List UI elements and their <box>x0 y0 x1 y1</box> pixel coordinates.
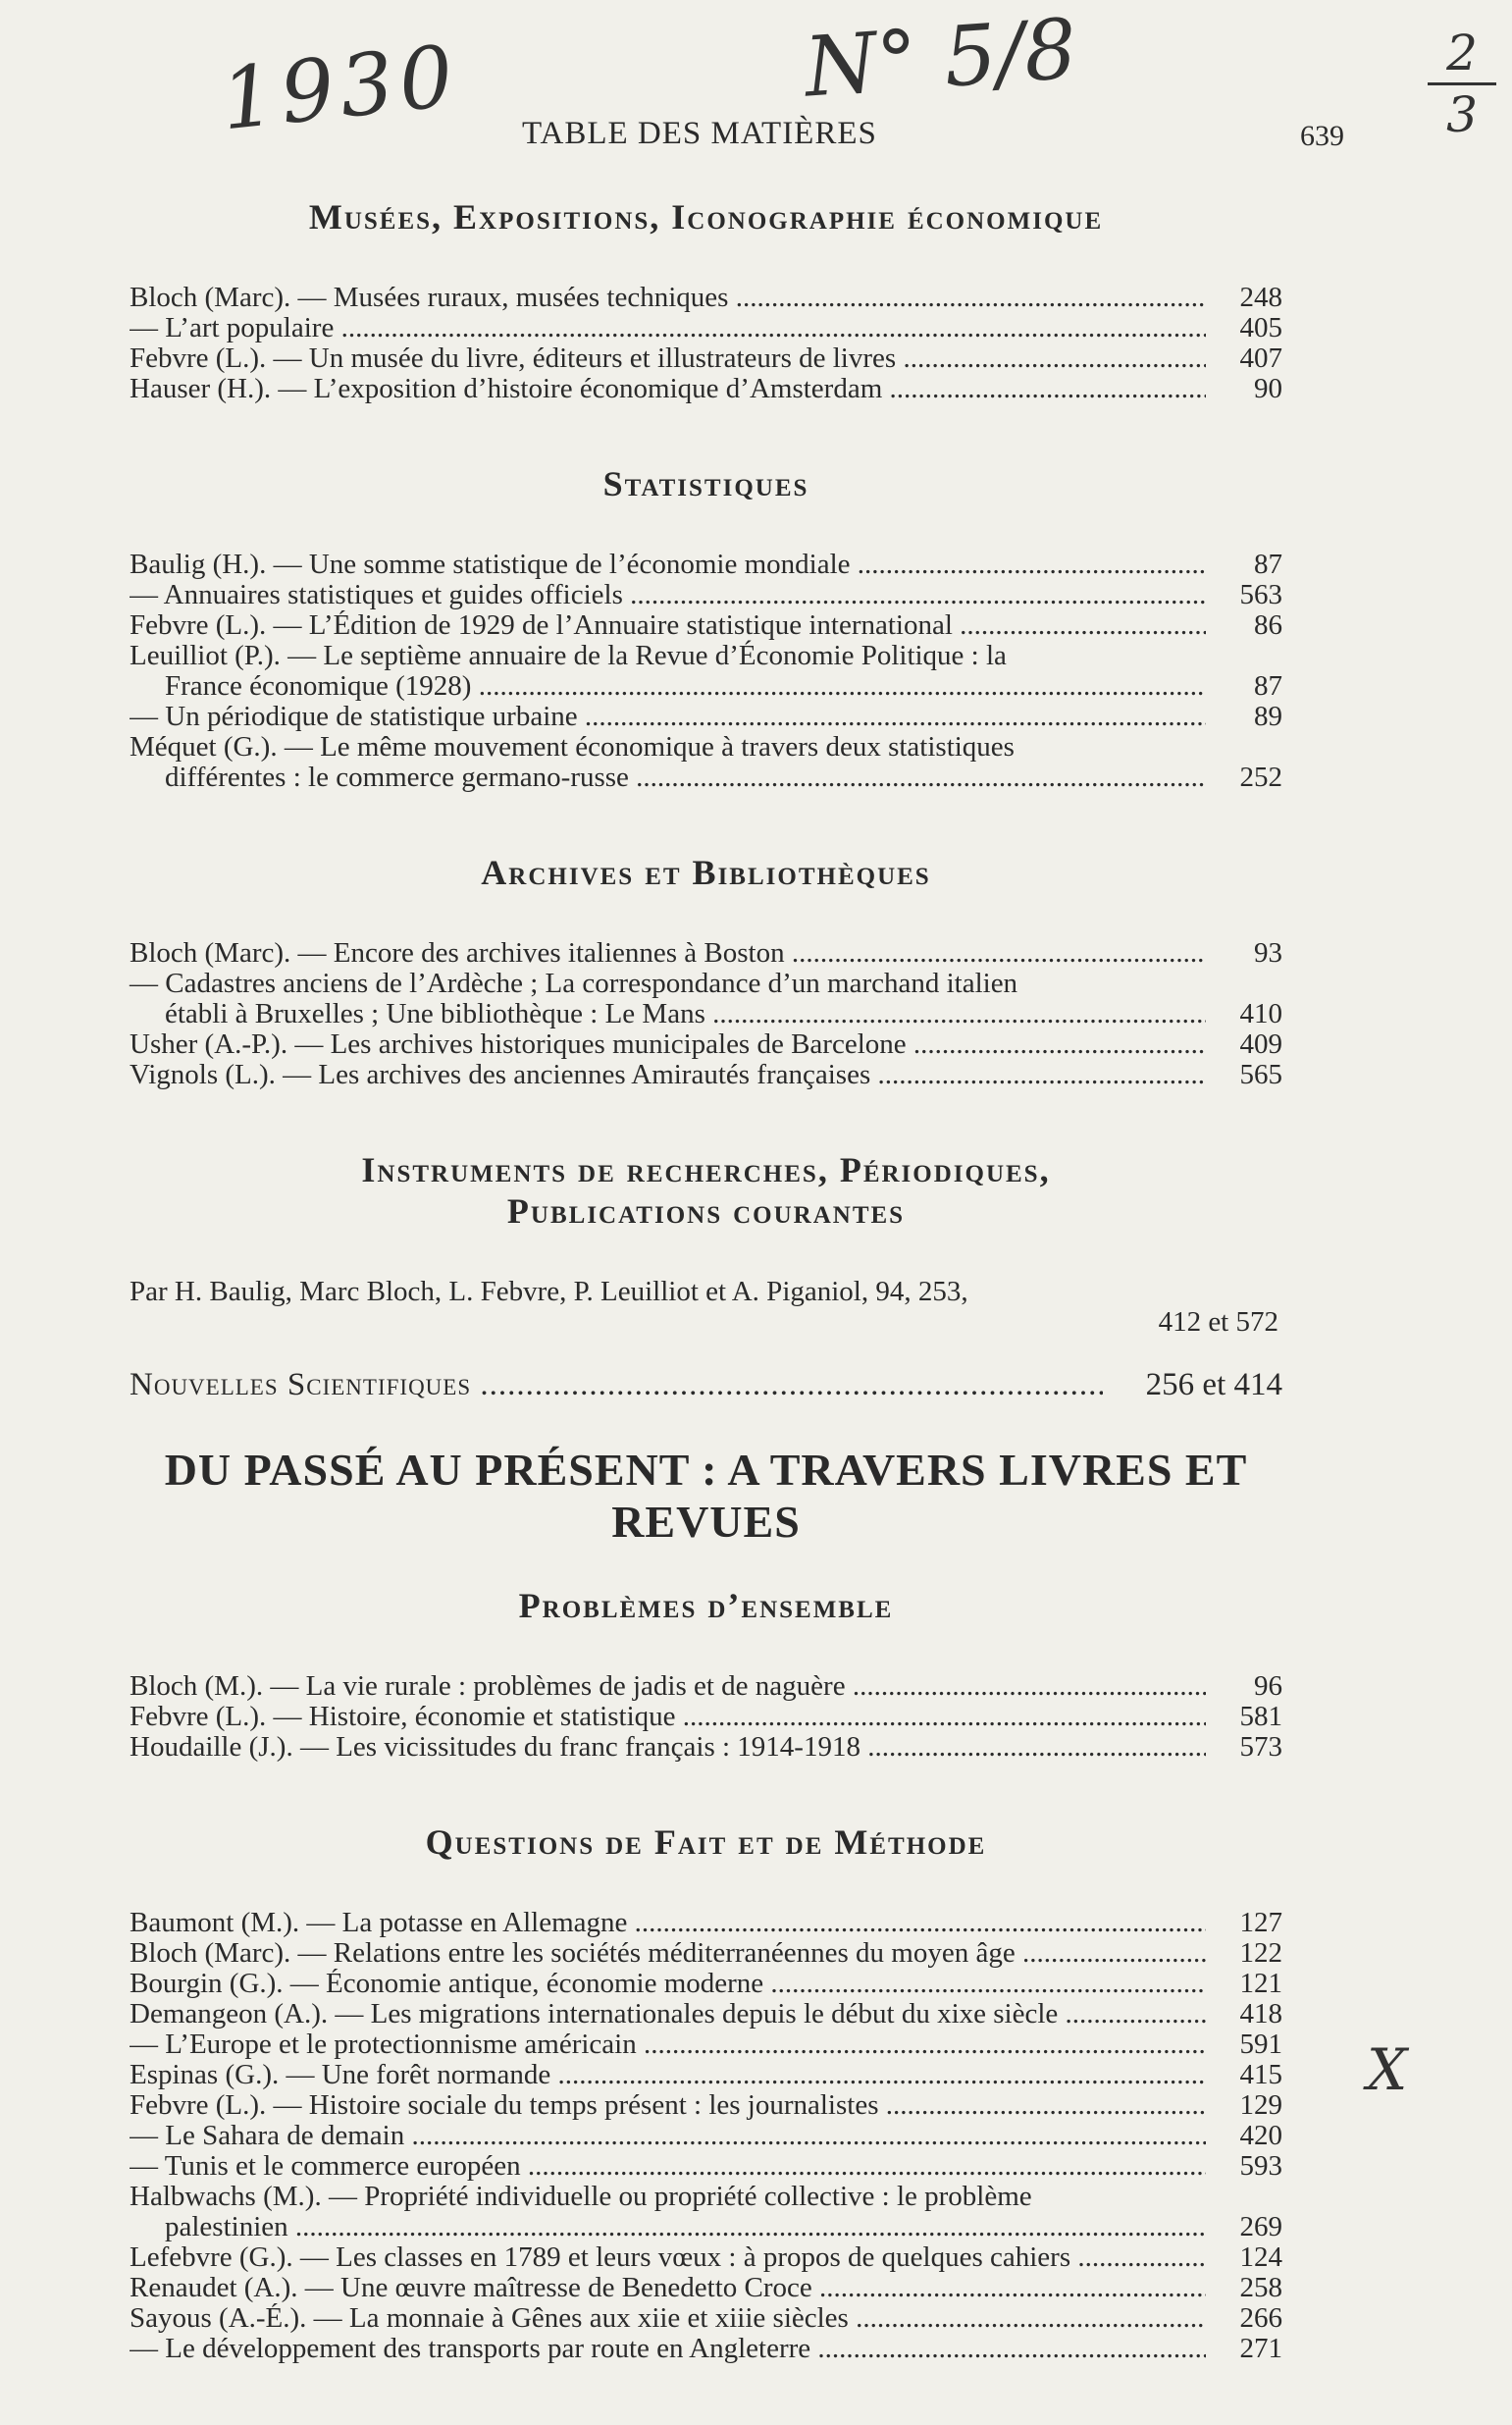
entry-text: Houdaille (J.). — Les vicissitudes du franc français : 1914-1918 ..... <box>130 1732 1206 1763</box>
toc-entry <box>130 2242 1282 2273</box>
entry-first-line: Halbwachs (M.). — Propriété individuelle ou propriété collective : le problème <box>130 2181 1032 2212</box>
toc-entry <box>130 610 1282 641</box>
toc-entry <box>130 671 1282 702</box>
entry-page: 90 <box>1254 373 1282 404</box>
section-entries <box>130 1908 1282 2364</box>
section-heading: Archives et Bibliothèques <box>481 853 931 892</box>
entry-text: — L’Europe et le protectionnisme américain ..... <box>130 2030 1206 2060</box>
toc-entry <box>130 1671 1282 1702</box>
entry-first-line: Méquet (G.). — Le même mouvement économique à travers deux statistiques <box>130 731 1015 763</box>
entry-text: différentes : le commerce germano-russe ..... <box>165 763 1206 793</box>
page-number: 639 <box>1300 120 1344 152</box>
toc-entry <box>130 1029 1282 1060</box>
running-title: TABLE DES MATIÈRES <box>522 116 877 151</box>
entry-page: 409 <box>1239 1028 1282 1060</box>
entry-text: Febvre (L.). — Histoire, économie et statistique ..... <box>130 1702 1206 1732</box>
entry-page: 415 <box>1239 2059 1282 2090</box>
toc-entry <box>130 313 1282 343</box>
entry-page: 122 <box>1239 1937 1282 1969</box>
entry-text: — Un périodique de statistique urbaine ..... <box>130 702 1206 732</box>
section-heading: Musées, Expositions, Iconographie économique <box>308 197 1104 237</box>
entry-page: 124 <box>1239 2241 1282 2273</box>
entry-text: Bloch (Marc). — Relations entre les sociétés méditerranéennes du moyen âge ..... <box>130 1938 1206 1969</box>
entry-page: 420 <box>1239 2120 1282 2151</box>
entry-page: 87 <box>1254 549 1282 580</box>
section-entries <box>130 1671 1282 1763</box>
fraction-bar <box>1428 82 1496 85</box>
toc-entry <box>130 2212 1282 2242</box>
toc-entry <box>130 1732 1282 1763</box>
entry-page: 89 <box>1254 701 1282 732</box>
toc-entry <box>130 2273 1282 2303</box>
section-entries <box>130 283 1282 404</box>
entry-text: Bloch (M.). — La vie rurale : problèmes de jadis et de naguère ..... <box>130 1671 1206 1702</box>
contributors-pages: 412 et 572 <box>1158 1306 1278 1338</box>
entry-text: — Annuaires statistiques et guides officiels ..... <box>130 580 1206 610</box>
entry-text: Espinas (G.). — Une forêt normande ..... <box>130 2060 1206 2090</box>
entry-text: Febvre (L.). — Un musée du livre, éditeurs et illustrateurs de livres ..... <box>130 343 1206 374</box>
toc-entry <box>130 938 1282 969</box>
entry-text: Febvre (L.). — Histoire sociale du temps présent : les journalistes ..... <box>130 2090 1206 2121</box>
entry-page: 573 <box>1239 1731 1282 1763</box>
entry-page: 96 <box>1254 1670 1282 1702</box>
entry-page: 129 <box>1239 2089 1282 2121</box>
table-of-contents <box>130 182 1282 2364</box>
entry-page: 266 <box>1239 2302 1282 2334</box>
toc-entry <box>130 283 1282 313</box>
toc-entry <box>130 1702 1282 1732</box>
entry-text: Bourgin (G.). — Économie antique, économie moderne ..... <box>130 1969 1206 1999</box>
entry-text: Nouvelles Scientifiques ..... <box>130 1367 1103 1402</box>
entry-text: palestinien ..... <box>165 2212 1206 2242</box>
entry-page: 256 et 414 <box>1145 1367 1282 1402</box>
entry-page: 591 <box>1239 2029 1282 2060</box>
entry-text: Baumont (M.). — La potasse en Allemagne ..... <box>130 1908 1206 1938</box>
entry-text: France économique (1928) ..... <box>165 671 1206 702</box>
entry-text: — L’art populaire ..... <box>130 313 1206 343</box>
entry-text: — Le développement des transports par route en Angleterre ..... <box>130 2334 1206 2364</box>
toc-entry <box>130 2030 1282 2060</box>
entry-page: 565 <box>1239 1059 1282 1090</box>
toc-entry <box>130 1908 1282 1938</box>
toc-entry <box>130 2060 1282 2090</box>
entry-page: 269 <box>1239 2211 1282 2242</box>
toc-entry <box>130 2334 1282 2364</box>
section-entries <box>130 550 1282 793</box>
entry-text: — Tunis et le commerce européen ..... <box>130 2151 1206 2182</box>
entry-text: Lefebvre (G.). — Les classes en 1789 et leurs vœux : à propos de quelques cahiers ..... <box>130 2242 1206 2273</box>
handwritten-fraction <box>1428 25 1496 143</box>
toc-entry <box>130 343 1282 374</box>
toc-entry <box>130 702 1282 732</box>
entry-page: 248 <box>1239 282 1282 313</box>
entry-page: 86 <box>1254 609 1282 641</box>
entry-text: Vignols (L.). — Les archives des anciennes Amirautés françaises ..... <box>130 1060 1206 1090</box>
handwritten-x-mark: X <box>1367 2036 1408 2103</box>
fraction-top: 2 <box>1446 25 1478 81</box>
toc-entry <box>130 1999 1282 2030</box>
toc-entry <box>130 763 1282 793</box>
entry-page: 563 <box>1239 579 1282 610</box>
toc-entry <box>130 1938 1282 1969</box>
entry-page: 93 <box>1254 937 1282 969</box>
entry-text: Hauser (H.). — L’exposition d’histoire économique d’Amsterdam ..... <box>130 374 1206 404</box>
toc-entry <box>130 2090 1282 2121</box>
handwritten-issue-number: N° 5/8 <box>801 0 1080 116</box>
section-heading: Questions de Fait et de Méthode <box>425 1822 987 1862</box>
toc-entry <box>130 2121 1282 2151</box>
toc-entry <box>130 2303 1282 2334</box>
entry-text: — Le Sahara de demain ..... <box>130 2121 1206 2151</box>
entry-page: 593 <box>1239 2150 1282 2182</box>
entry-text: Baulig (H.). — Une somme statistique de l’économie mondiale ..... <box>130 550 1206 580</box>
entry-page: 405 <box>1239 312 1282 343</box>
fraction-bottom: 3 <box>1446 86 1478 143</box>
entry-text: Bloch (Marc). — Musées ruraux, musées techniques ..... <box>130 283 1206 313</box>
section-heading: Problèmes d’ensemble <box>518 1586 894 1625</box>
entry-text: Bloch (Marc). — Encore des archives italiennes à Boston ..... <box>130 938 1206 969</box>
entry-page: 407 <box>1239 343 1282 374</box>
entry-first-line: — Cadastres anciens de l’Ardèche ; La correspondance d’un marchand italien <box>130 968 1018 999</box>
entry-text: établi à Bruxelles ; Une bibliothèque : Le Mans ..... <box>165 999 1206 1029</box>
toc-entry <box>130 999 1282 1029</box>
entry-page: 121 <box>1239 1968 1282 1999</box>
entry-page: 418 <box>1239 1998 1282 2030</box>
section-heading: Instruments de recherches, Périodiques, <box>361 1150 1051 1189</box>
entry-page: 410 <box>1239 998 1282 1029</box>
entry-page: 127 <box>1239 1907 1282 1938</box>
entry-page: 252 <box>1239 762 1282 793</box>
entry-text: Febvre (L.). — L’Édition de 1929 de l’Annuaire statistique international ..... <box>130 610 1206 641</box>
toc-entry <box>130 1060 1282 1090</box>
section-heading: Statistiques <box>602 464 809 503</box>
entry-page: 258 <box>1239 2272 1282 2303</box>
contributors-line: Par H. Baulig, Marc Bloch, L. Febvre, P. Leuilliot et A. Piganiol, 94, 253, <box>130 1276 968 1307</box>
toc-entry <box>130 374 1282 404</box>
section-heading-line2: Publications courantes <box>506 1191 906 1231</box>
entry-text: Demangeon (A.). — Les migrations internationales depuis le début du xixe siècle ..... <box>130 1999 1206 2030</box>
entry-page: 87 <box>1254 670 1282 702</box>
entry-page: 271 <box>1239 2333 1282 2364</box>
major-heading: DU PASSÉ AU PRÉSENT : A TRAVERS LIVRES ET REVUES <box>164 1445 1248 1547</box>
toc-entry <box>130 580 1282 610</box>
handwritten-year: 1930 <box>216 26 464 150</box>
toc-entry <box>130 1969 1282 1999</box>
toc-entry <box>130 550 1282 580</box>
section-entries <box>130 938 1282 1090</box>
entry-text: Renaudet (A.). — Une œuvre maîtresse de Benedetto Croce ..... <box>130 2273 1206 2303</box>
entry-page: 581 <box>1239 1701 1282 1732</box>
toc-entry <box>130 2151 1282 2182</box>
entry-first-line: Leuilliot (P.). — Le septième annuaire de la Revue d’Économie Politique : la <box>130 640 1007 671</box>
entry-text: Sayous (A.-É.). — La monnaie à Gênes aux xiie et xiiie siècles ..... <box>130 2303 1206 2334</box>
entry-text: Usher (A.-P.). — Les archives historiques municipales de Barcelone ..... <box>130 1029 1206 1060</box>
nouvelles-entry <box>130 1367 1282 1402</box>
